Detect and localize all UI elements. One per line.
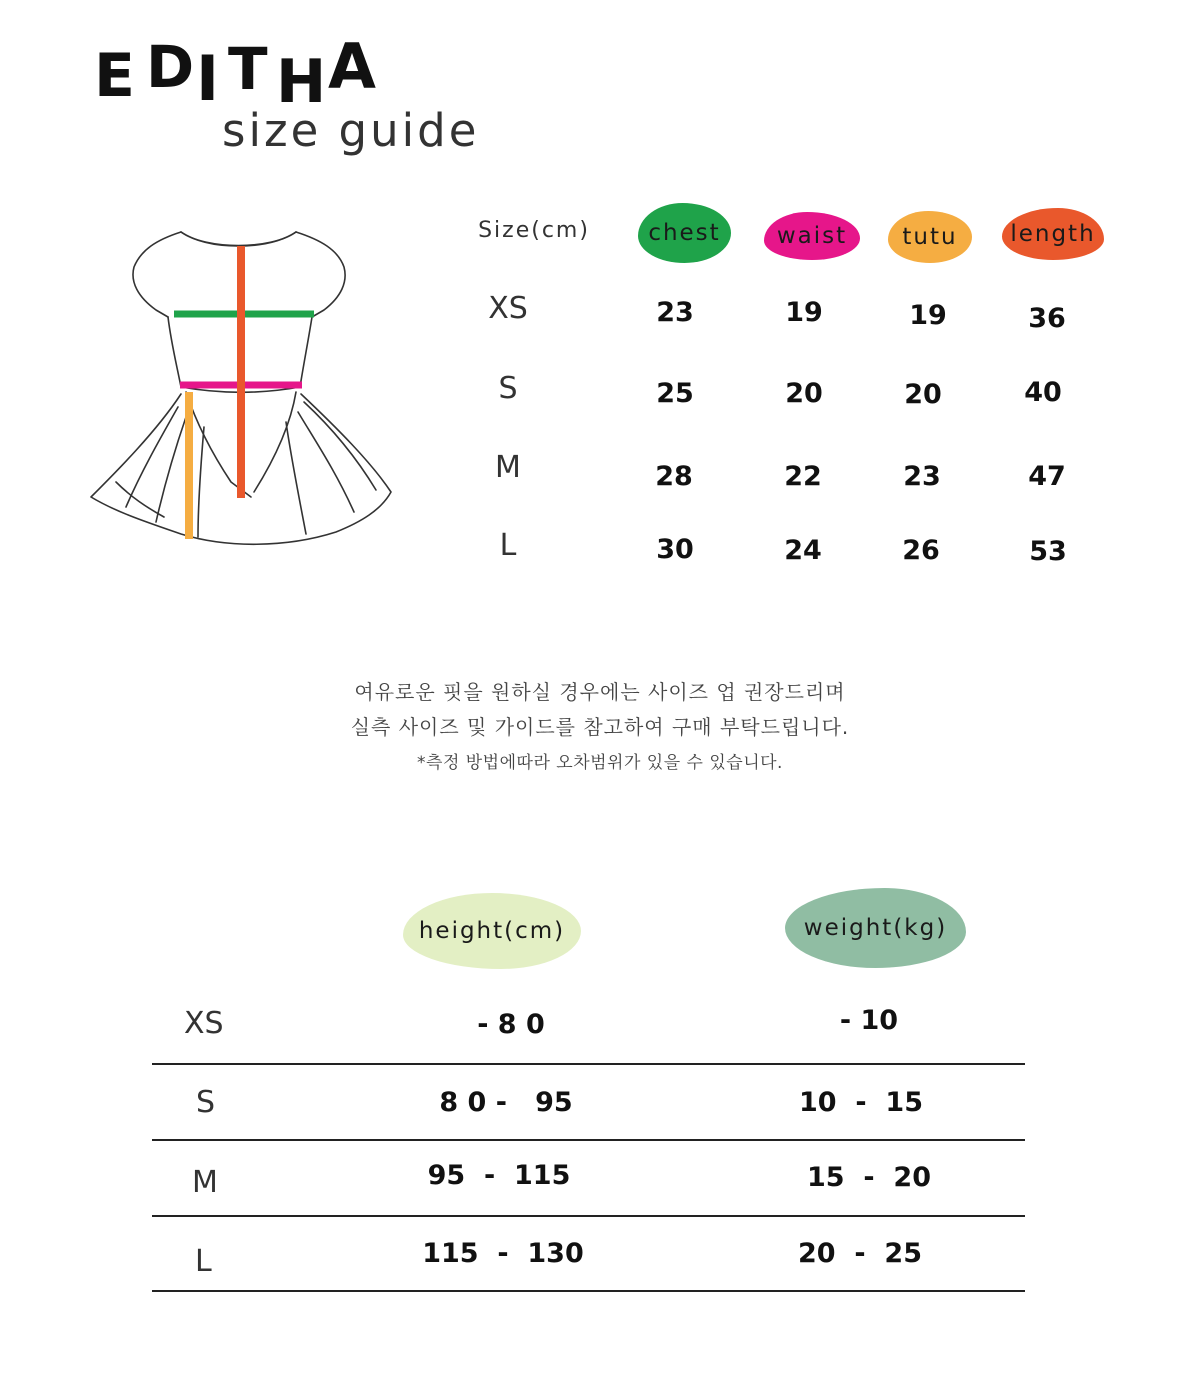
size-label: S bbox=[196, 1085, 216, 1120]
weight-header: weight(kg) bbox=[803, 915, 948, 941]
brand-logo bbox=[92, 30, 392, 117]
size-header: Size(cm) bbox=[478, 218, 590, 243]
chest-value: 25 bbox=[656, 378, 694, 409]
measurement-disclaimer: *측정 방법에따라 오차범위가 있을 수 있습니다. bbox=[417, 753, 783, 773]
logo-letter: A bbox=[328, 30, 376, 103]
tutu-badge bbox=[888, 211, 972, 263]
waist-value: 24 bbox=[784, 535, 822, 566]
logo-letter: T bbox=[228, 35, 268, 103]
size-label: L bbox=[195, 1244, 212, 1279]
leotard-tutu-illustration bbox=[86, 222, 396, 552]
logo-letter: H bbox=[276, 47, 327, 117]
chest-value: 28 bbox=[655, 461, 693, 492]
tutu-value: 19 bbox=[909, 300, 947, 331]
length-header: length bbox=[1010, 221, 1096, 247]
page-subtitle: size guide bbox=[222, 104, 480, 157]
size-label: XS bbox=[184, 1006, 224, 1041]
height-range: - 8 0 bbox=[477, 1009, 545, 1040]
height-range: 95 - 115 bbox=[427, 1160, 571, 1191]
weight-badge bbox=[785, 888, 966, 968]
chest-value: 30 bbox=[656, 534, 694, 565]
height-range: 8 0 - 95 bbox=[439, 1087, 573, 1118]
height-header: height(cm) bbox=[418, 918, 566, 944]
weight-range: 15 - 20 bbox=[807, 1162, 931, 1193]
fit-note-line-1: 여유로운 핏을 원하실 경우에는 사이즈 업 권장드리며 bbox=[354, 680, 846, 704]
height-range: 115 - 130 bbox=[422, 1238, 584, 1269]
tutu-value: 20 bbox=[904, 379, 942, 410]
waist-value: 19 bbox=[785, 297, 823, 328]
length-value: 53 bbox=[1029, 536, 1067, 567]
length-value: 36 bbox=[1028, 303, 1066, 334]
logo-letter: I bbox=[196, 42, 220, 115]
row-divider bbox=[152, 1063, 1025, 1065]
chest-header: chest bbox=[648, 220, 721, 246]
waist-badge bbox=[764, 212, 860, 260]
logo-letter: D bbox=[146, 33, 195, 101]
tutu-value: 23 bbox=[903, 461, 941, 492]
waist-header: waist bbox=[776, 223, 848, 249]
weight-range: - 10 bbox=[839, 1005, 899, 1036]
length-value: 40 bbox=[1024, 377, 1062, 408]
size-label: XS bbox=[488, 291, 528, 326]
waist-value: 20 bbox=[785, 378, 823, 409]
tutu-header: tutu bbox=[902, 224, 958, 250]
weight-range: 20 - 25 bbox=[798, 1238, 922, 1269]
size-label: M bbox=[192, 1165, 218, 1200]
size-label: L bbox=[499, 528, 517, 563]
row-divider bbox=[152, 1215, 1025, 1217]
row-divider bbox=[152, 1290, 1025, 1292]
size-label: M bbox=[495, 450, 521, 485]
chest-value: 23 bbox=[656, 297, 694, 328]
size-label: S bbox=[498, 371, 518, 406]
height-badge bbox=[403, 893, 581, 969]
chest-badge bbox=[638, 203, 731, 263]
tutu-value: 26 bbox=[902, 535, 940, 566]
logo-letter: E bbox=[94, 41, 135, 111]
weight-range: 10 - 15 bbox=[799, 1087, 923, 1118]
row-divider bbox=[152, 1139, 1025, 1141]
waist-value: 22 bbox=[784, 461, 822, 492]
length-value: 47 bbox=[1028, 461, 1066, 492]
length-badge bbox=[1002, 208, 1104, 260]
fit-note-line-2: 실측 사이즈 및 가이드를 참고하여 구매 부탁드립니다. bbox=[350, 715, 850, 739]
